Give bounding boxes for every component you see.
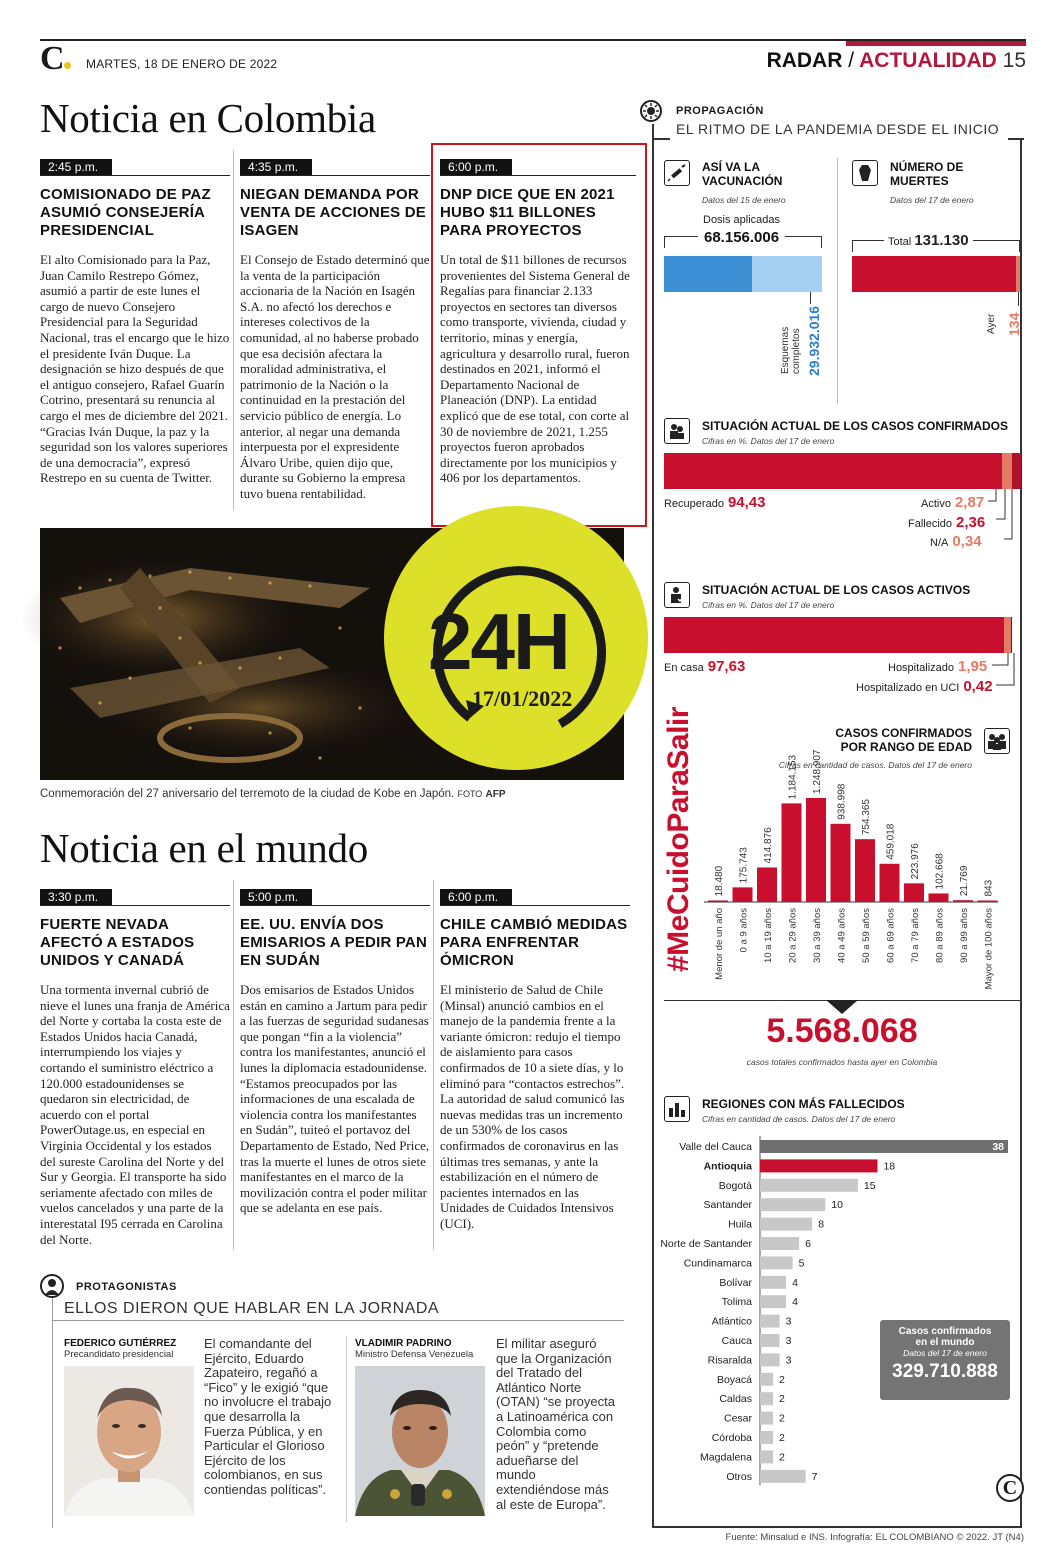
esquemas-block: Esquemas completos: [780, 326, 802, 374]
region-bar: [760, 1237, 799, 1250]
edad-category-label: 60 a 69 años: [885, 908, 897, 963]
edad-bar: [806, 798, 826, 902]
region-label: Antioquia: [703, 1160, 752, 1173]
region-bar: [760, 1431, 773, 1444]
region-label: Huila: [728, 1218, 752, 1231]
portrait-gutierrez: [64, 1366, 194, 1516]
na-row: N/A 0,34: [930, 533, 982, 550]
article-body: Una tormenta invernal cubrió de nieve el lunes una franja de América del Norte y cortaba la costa este de Estados Unidos hacia Canadá, interrumpiendo los viajes y cortando el suministro eléctrico a 120.000 estadounidenses se quedaron sin electricidad, de acuerdo con el portal PowerOutage.us, en especial en Virginia Occidental y los estados del sureste Carolina del Norte y del Sur y Georgia. El transporte ha sido seriamente afectado con miles de vuelos cancelados y una parte de la interestatal I95 cerrada en Carolina del Norte.: [40, 982, 230, 1247]
region-value: 2: [779, 1432, 785, 1444]
kobe-photo: [40, 528, 624, 780]
article-body: El Consejo de Estado determinó que la venta de la participación accionaria de la Nación en Isagén S.A. no afectó los derechos e intereses colectivos de la comunidad, al no haberse probado que esa decisión afectara la moralidad administrativa, el patrimonio de la Nación o la continuidad en la prestación del servicio público de energía. Lo anterior, al negar una demanda interpuesta por el expresidente Álvaro Uribe, quien dijo que, durante su Gobierno la empresa tuvo buena rentabilidad.: [240, 252, 430, 501]
edad-value-label: 223.976: [910, 843, 921, 880]
regiones-date: Cifras en cantidad de casos. Datos del 17 de enero: [702, 1114, 896, 1124]
person-quote: El militar aseguró que la Organización del Tratado del Atlántico Norte (OTAN) “se proyecta a Latinoamérica con Colombia como peón” y “pretende adueñarse del mundo extendiéndose más al este de Europa”.: [496, 1336, 615, 1512]
region-label: Cundinamarca: [683, 1257, 752, 1270]
edad-value-label: 843: [983, 879, 995, 897]
column-divider: [233, 880, 234, 1250]
fallecido-row: Fallecido 2,36: [908, 514, 986, 531]
bar-chart-icon: [664, 1096, 690, 1122]
edad-value-label: 1.184.153: [787, 754, 799, 800]
dosis-label: Dosis aplicadas: [703, 214, 781, 226]
mundo-casos-box: Casos confirmados en el mundo Datos del 17 de enero 329.710.888: [880, 1320, 1010, 1400]
time-tag: 3:30 p.m.: [40, 889, 112, 905]
region-bar: [760, 1256, 793, 1269]
edad-title: CASOS CONFIRMADOS POR RANGO DE EDAD: [835, 726, 972, 754]
infographic-title: EL RITMO DE LA PANDEMIA DESDE EL INICIO: [676, 121, 1000, 137]
edad-value-label: 175.743: [738, 847, 750, 884]
total-casos: 5.568.068: [766, 1012, 918, 1050]
region-value: 3: [785, 1315, 792, 1328]
page-number: 15: [1002, 49, 1026, 72]
region-label: Cesar: [723, 1412, 752, 1425]
news-item: [240, 888, 430, 1216]
person-name: FEDERICO GUTIÉRREZ: [64, 1338, 177, 1349]
news-item: [40, 158, 230, 486]
headline: COMISIONADO DE PAZ ASUMIÓ CONSEJERÍA PRESIDENCIAL: [40, 186, 211, 239]
activo-row: Activo 2,87: [921, 494, 985, 511]
region-bar: [760, 1392, 773, 1405]
edad-value-label: 18.480: [714, 865, 725, 897]
portrait-padrino: [355, 1366, 485, 1516]
region-value: 4: [792, 1296, 798, 1309]
regiones-bar-chart: [660, 1136, 1016, 1488]
en-casa-row: En casa 97,63: [664, 658, 746, 675]
badge-date: 17/01/2022: [472, 686, 573, 711]
edad-category-label: 80 a 89 años: [934, 908, 946, 963]
confirmados-date: Cifras en %. Datos del 17 de enero: [702, 436, 835, 446]
dosis-bar: [664, 256, 822, 292]
region-value: 5: [798, 1257, 805, 1270]
region-value: 4: [792, 1276, 798, 1289]
region-value: 18: [883, 1160, 896, 1173]
section-bar: [846, 41, 1026, 46]
dosis-bar-primary: [664, 256, 752, 292]
region-bar: [760, 1450, 773, 1463]
time-tag: 4:35 p.m.: [240, 159, 312, 175]
edad-value-label: 1.248.907: [812, 749, 823, 794]
region-label: Atlántico: [711, 1315, 752, 1328]
edad-bar: [904, 883, 924, 902]
region-bar: [760, 1334, 780, 1347]
article-body: El ministerio de Salud de Chile (Minsal) anunció cambios en el manejo de la pandemia frente a la variante ómicron: redujo el tiempo de aislamiento para casos confirmados de 10 a siete días, y lo eliminó para “contactos estrechos”. La autoridad de salud comunicó las nuevas medidas tras un incremento de un 530% de los casos confirmados de coronavirus en las últimas tres semanas, y ante la estabilización en el número de pacientes internados en las Unidades de Cuidados Intensivos (UCI).: [440, 982, 625, 1231]
person-quote: El comandante del Ejército, Eduardo Zapateiro, regañó a “Fico” y le exigió “que no involucre el trabajo que desarrolla la Fuerza Pública, y en Particular el Glorioso Ejército de los colombianos, en sus contiendas políticas”.: [204, 1336, 332, 1497]
muertes-date: Datos del 17 de enero: [890, 195, 974, 205]
headline: EE. UU. ENVÍA DOS EMISARIOS A PEDIR PAN EN SUDÁN: [240, 916, 427, 969]
time-tag: 5:00 p.m.: [240, 889, 312, 905]
infographic-kicker: PROPAGACIÓN: [676, 105, 764, 117]
region-bar: [760, 1412, 773, 1425]
article-body: El alto Comisionado para la Paz, Juan Camilo Restrepo Gómez, asumió a partir de este lunes el cargo de nuevo Consejero Presidencial para la Seguridad Nacional, tras el encargo que le hizo el presidente Iván Duque. La designación se hizo después de que el antiguo consejero, Rafael Guarín Cotrino, presentará su renuncia al cargo el mes de diciembre del 2021. “Gracias Iván Duque, la paz y la seguridad son los valores superiores de una democracia”, expresó Restrepo en su cuenta de Twitter.: [40, 252, 230, 486]
edad-bar: [782, 803, 802, 902]
vacunacion-title: ASÍ VA LA VACUNACIÓN: [702, 160, 783, 188]
edad-bar: [855, 839, 875, 902]
activos-leaders: [990, 653, 1020, 689]
region-label: Magdalena: [700, 1451, 752, 1464]
muertes-bar: [852, 256, 1020, 292]
confirmados-bar: [664, 453, 1022, 489]
region-value: 15: [863, 1179, 876, 1192]
headline: FUERTE NEVADA AFECTÓ A ESTADOS UNIDOS Y CANADÁ: [40, 916, 195, 969]
time-tag: 6:00 p.m.: [440, 889, 512, 905]
protagonistas-subtitle: ELLOS DIERON QUE HABLAR EN LA JORNADA: [64, 1300, 440, 1317]
region-bar: [760, 1198, 825, 1211]
syringe-icon: [664, 160, 690, 186]
edad-category-label: 20 a 29 años: [787, 908, 799, 963]
region-label: Caldas: [719, 1393, 752, 1406]
edad-category-label: 30 a 39 años: [812, 908, 823, 963]
region-value: 3: [785, 1335, 792, 1347]
region-bar: [760, 1140, 1008, 1153]
group-icon: [984, 728, 1010, 754]
edad-date: Cifras en cantidad de casos. Datos del 17 de enero: [778, 760, 972, 770]
edad-value-label: 459.018: [885, 823, 897, 860]
edad-bar: [733, 887, 753, 902]
virus-icon: [640, 100, 662, 122]
edad-bar: [929, 893, 949, 902]
region-label: Norte de Santander: [660, 1238, 752, 1250]
edad-category-label: Mayor de 100 años: [983, 908, 995, 990]
confirmados-leaders: [980, 489, 1024, 543]
region-bar: [760, 1373, 773, 1386]
region-value: 38: [992, 1141, 1004, 1153]
muertes-ayer-bar: [1016, 256, 1020, 292]
confirmados-title: SITUACIÓN ACTUAL DE LOS CASOS CONFIRMADOS: [702, 419, 1009, 433]
edad-category-label: 50 a 59 años: [861, 908, 872, 963]
region-bar: [760, 1179, 858, 1192]
edad-category-label: Menor de un año: [714, 908, 725, 980]
region-value: 8: [818, 1218, 825, 1231]
logo-small: C: [996, 1474, 1024, 1502]
activos-date: Cifras en %. Datos del 17 de enero: [702, 600, 835, 610]
hashtag: #MeCuidoParaSalir: [662, 707, 695, 972]
news-item: [240, 158, 430, 502]
logo: C: [40, 44, 71, 74]
headline: CHILE CAMBIÓ MEDIDAS PARA ENFRENTAR ÓMICRON: [440, 916, 628, 969]
article-body: Un total de $11 billones de recursos provenientes del Sistema General de Regalías para financiar 2.133 proyectos en sectores tan diversos como transporte, vivienda, ciudad y territorio, minas y energía, agricultura y desarrollo rural, fueron destinados en 2021, informó el Departamento Nacional de Planeación (DNP). La entidad explicó que de ese total, con corte al 30 de noviembre de 2021, 1.255 proyectos fueron aprobados directamente por los municipios y 406 por los departamentos.: [440, 252, 630, 486]
hospitalizado-row: Hospitalizado 1,95: [888, 658, 988, 675]
region-label: Boyacá: [716, 1373, 752, 1386]
region-value: 2: [779, 1412, 785, 1425]
section-title: RADAR / ACTUALIDAD 15: [766, 49, 1026, 72]
edad-category-label: 70 a 79 años: [910, 908, 921, 963]
region-value: 7: [811, 1470, 818, 1483]
region-bar: [760, 1159, 877, 1172]
edad-value-label: 754.365: [861, 799, 872, 836]
region-label: Otros: [726, 1470, 752, 1483]
vacunacion-date: Datos del 15 de enero: [702, 195, 786, 205]
headline: DNP DICE QUE EN 2021 HUBO $11 BILLONES PARA PROYECTOS: [440, 186, 615, 239]
article-body: Dos emisarios de Estados Unidos están en camino a Jartum para pedir a las fuerzas de seguridad sudanesas que pongan “fin a la violencia” contra los manifestantes, anunció el lunes la diplomacia estadounidense. “Estamos preocupados por las informaciones de una escalada de violencia contra los manifestantes en Sudán”, tuiteó el portavoz del Departamento de Estado, Ned Price, tras la muerte el lunes de otros siete manifestantes en el marco de la movilización contra el poder militar que se adelanta en ese país.: [240, 982, 430, 1216]
esquemas-value: 29.932.016: [806, 305, 822, 376]
region-label: Cauca: [721, 1335, 752, 1347]
headline: NIEGAN DEMANDA POR VENTA DE ACCIONES DE ISAGEN: [240, 186, 426, 239]
edad-value-label: 414.876: [763, 827, 774, 864]
mundo-title: Noticia en el mundo: [40, 825, 368, 871]
region-bar: [760, 1470, 806, 1483]
colombia-title: Noticia en Colombia: [40, 95, 376, 141]
region-bar: [760, 1276, 786, 1289]
region-value: 10: [831, 1199, 843, 1212]
region-bar: [760, 1315, 780, 1328]
edad-category-label: 10 a 19 años: [763, 908, 774, 963]
recuperado-row: Recuperado 94,43: [664, 494, 766, 511]
ayer-label: Ayer: [986, 313, 997, 334]
coffin-icon: [852, 160, 878, 186]
person-icon: [40, 1274, 64, 1298]
edad-value-label: 938.998: [836, 783, 848, 820]
region-label: Bogotá: [718, 1179, 752, 1192]
news-item: [440, 158, 636, 486]
ayer-value: 134: [1006, 312, 1022, 336]
region-value: 6: [805, 1238, 812, 1250]
dosis-total: 68.156.006: [698, 229, 785, 246]
column-divider: [233, 150, 234, 510]
regiones-title: REGIONES CON MÁS FALLECIDOS: [702, 1097, 905, 1111]
clipboard-icon: [664, 582, 690, 608]
muertes-title: NÚMERO DE MUERTES: [890, 160, 964, 188]
edad-bar: [831, 824, 851, 902]
photo-caption: Conmemoración del 27 aniversario del terremoto de la ciudad de Kobe en Japón. FOTO AFP: [40, 788, 506, 800]
mundo-casos-value: 329.710.888: [892, 1361, 998, 1382]
region-label: Valle del Cauca: [679, 1141, 752, 1153]
edad-category-label: 40 a 49 años: [836, 908, 848, 963]
person-name: VLADIMIR PADRINO: [355, 1338, 452, 1349]
region-value: 2: [779, 1451, 785, 1464]
region-label: Risaralda: [707, 1354, 752, 1367]
edad-bar: [978, 901, 998, 903]
activos-bar: [664, 617, 1012, 653]
edad-value-label: 21.769: [959, 865, 970, 897]
region-value: 3: [785, 1354, 792, 1367]
activos-title: SITUACIÓN ACTUAL DE LOS CASOS ACTIVOS: [702, 583, 971, 597]
total-casos-label: casos totales confirmados hasta ayer en Colombia: [746, 1057, 938, 1067]
news-item: [40, 888, 230, 1247]
region-label: Santander: [703, 1199, 752, 1212]
muertes-total: Total 131.130: [884, 232, 973, 249]
edad-bar: [880, 864, 900, 902]
column-divider: [433, 880, 434, 1250]
protagonistas-title: PROTAGONISTAS: [76, 1281, 177, 1293]
people-icon: [664, 418, 690, 444]
badge-24h: 24H: [428, 597, 569, 686]
person-role: Precandidato presidencial: [64, 1349, 174, 1360]
region-value: 2: [779, 1373, 785, 1386]
edition-date: MARTES, 18 DE ENERO DE 2022: [86, 57, 278, 71]
person-role: Ministro Defensa Venezuela: [355, 1349, 474, 1360]
edad-bar: [757, 867, 777, 902]
time-tag: 6:00 p.m.: [440, 159, 512, 175]
time-tag: 2:45 p.m.: [40, 159, 112, 175]
edad-category-label: 0 a 9 años: [738, 908, 750, 953]
edad-category-label: 90 a 99 años: [959, 908, 970, 963]
uci-row: Hospitalizado en UCI 0,42: [856, 678, 993, 695]
region-bar: [760, 1295, 786, 1308]
region-value: 2: [779, 1393, 785, 1406]
region-label: Córdoba: [711, 1432, 752, 1444]
source-note: Fuente: Minsalud e INS. Infografía: EL COLOMBIANO © 2022. JT (N4): [725, 1532, 1024, 1543]
region-label: Bolívar: [719, 1276, 752, 1289]
region-bar: [760, 1218, 812, 1231]
region-bar: [760, 1353, 780, 1366]
region-label: Tolima: [721, 1296, 752, 1309]
news-item: [440, 888, 630, 1232]
edad-bar: [708, 900, 728, 902]
edad-value-label: 102.668: [934, 853, 946, 890]
edad-bar: [953, 900, 973, 902]
